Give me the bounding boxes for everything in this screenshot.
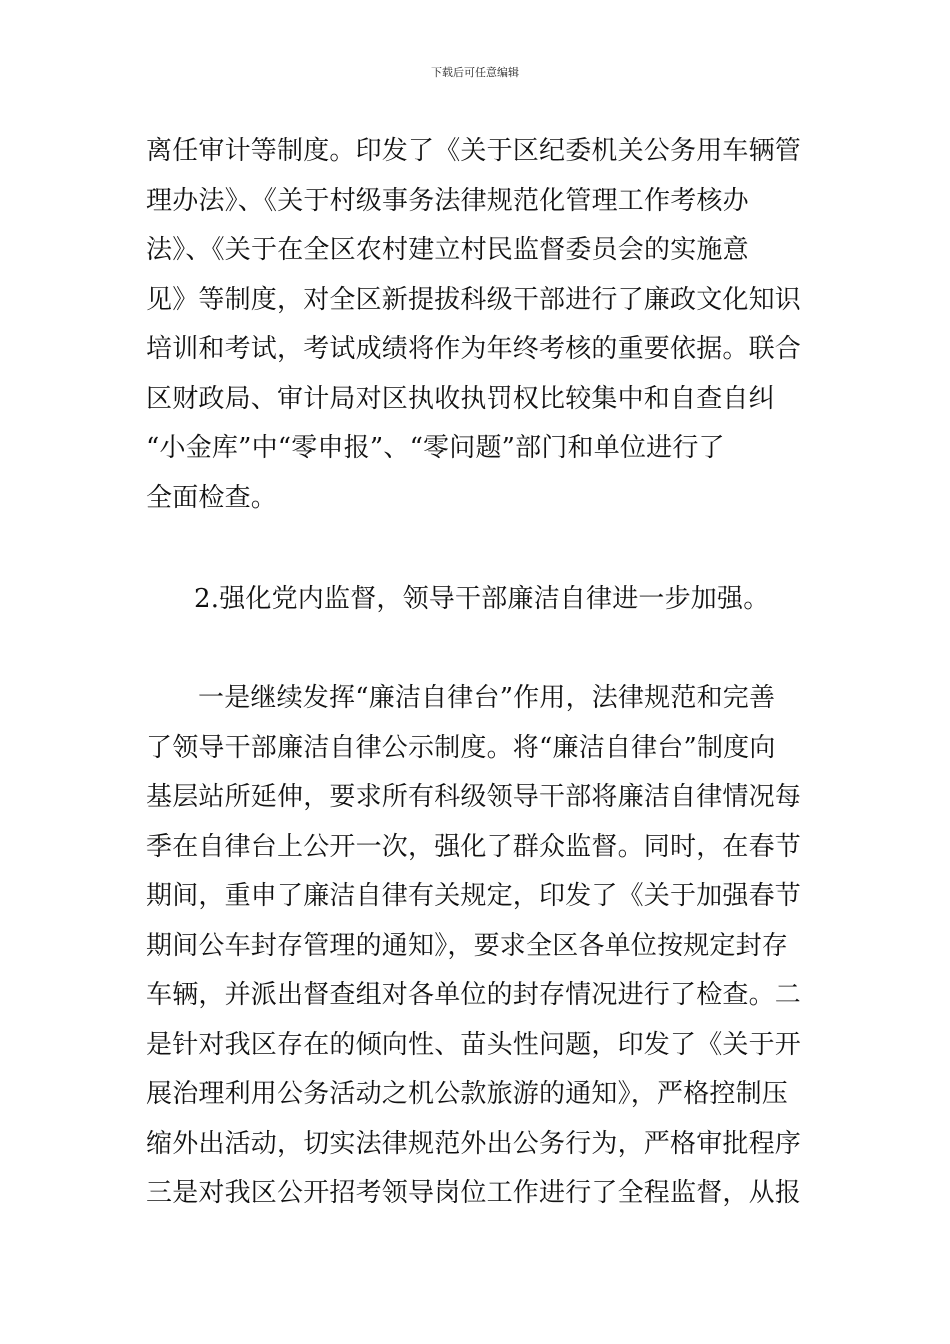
paragraph-1-line: 见》等制度，对全区新提拔科级干部进行了廉政文化知识 — [146, 285, 802, 315]
paragraph-1-line: 全面检查。 — [146, 483, 278, 513]
paragraph-1-line: “小金库”中“零申报”、“零问题”部门和单位进行了 — [146, 433, 725, 463]
paragraph-1-line: 离任审计等制度。印发了《关于区纪委机关公务用车辆管 — [146, 136, 802, 166]
paragraph-2-line: 三是对我区公开招考领导岗位工作进行了全程监督，从报 — [146, 1178, 802, 1208]
paragraph-2-line: 基层站所延伸，要求所有科级领导干部将廉洁自律情况每 — [146, 782, 802, 812]
paragraph-2-line: 期间，重申了廉洁自律有关规定，印发了《关于加强春节 — [146, 881, 802, 911]
paragraph-1-line: 培训和考试，考试成绩将作为年终考核的重要依据。联合 — [146, 334, 802, 364]
paragraph-2-line: 展治理利用公务活动之机公款旅游的通知》，严格控制压 — [146, 1079, 789, 1109]
paragraph-2-line: 缩外出活动，切实法律规范外出公务行为，严格审批程序 — [146, 1129, 802, 1159]
section-heading: 2.强化党内监督，领导干部廉洁自律进一步加强。 — [194, 584, 770, 614]
paragraph-1-line: 区财政局、审计局对区执收执罚权比较集中和自查自纠 — [146, 384, 775, 414]
paragraph-2-line: 一是继续发挥“廉洁自律台”作用，法律规范和完善 — [198, 683, 776, 713]
page-header: 下载后可任意编辑 — [431, 66, 519, 79]
paragraph-2-line: 季在自律台上公开一次，强化了群众监督。同时，在春节 — [146, 832, 802, 862]
paragraph-2-line: 车辆，并派出督查组对各单位的封存情况进行了检查。二 — [146, 980, 802, 1010]
paragraph-1-line: 法》、《关于在全区农村建立村民监督委员会的实施意 — [146, 235, 749, 265]
paragraph-1-line: 理办法》、《关于村级事务法律规范化管理工作考核办 — [146, 186, 749, 216]
paragraph-2-line: 了领导干部廉洁自律公示制度。将“廉洁自律台”制度向 — [146, 733, 776, 763]
paragraph-2-line: 期间公车封存管理的通知》，要求全区各单位按规定封存 — [146, 931, 789, 961]
paragraph-2-line: 是针对我区存在的倾向性、苗头性问题，印发了《关于开 — [146, 1030, 802, 1060]
